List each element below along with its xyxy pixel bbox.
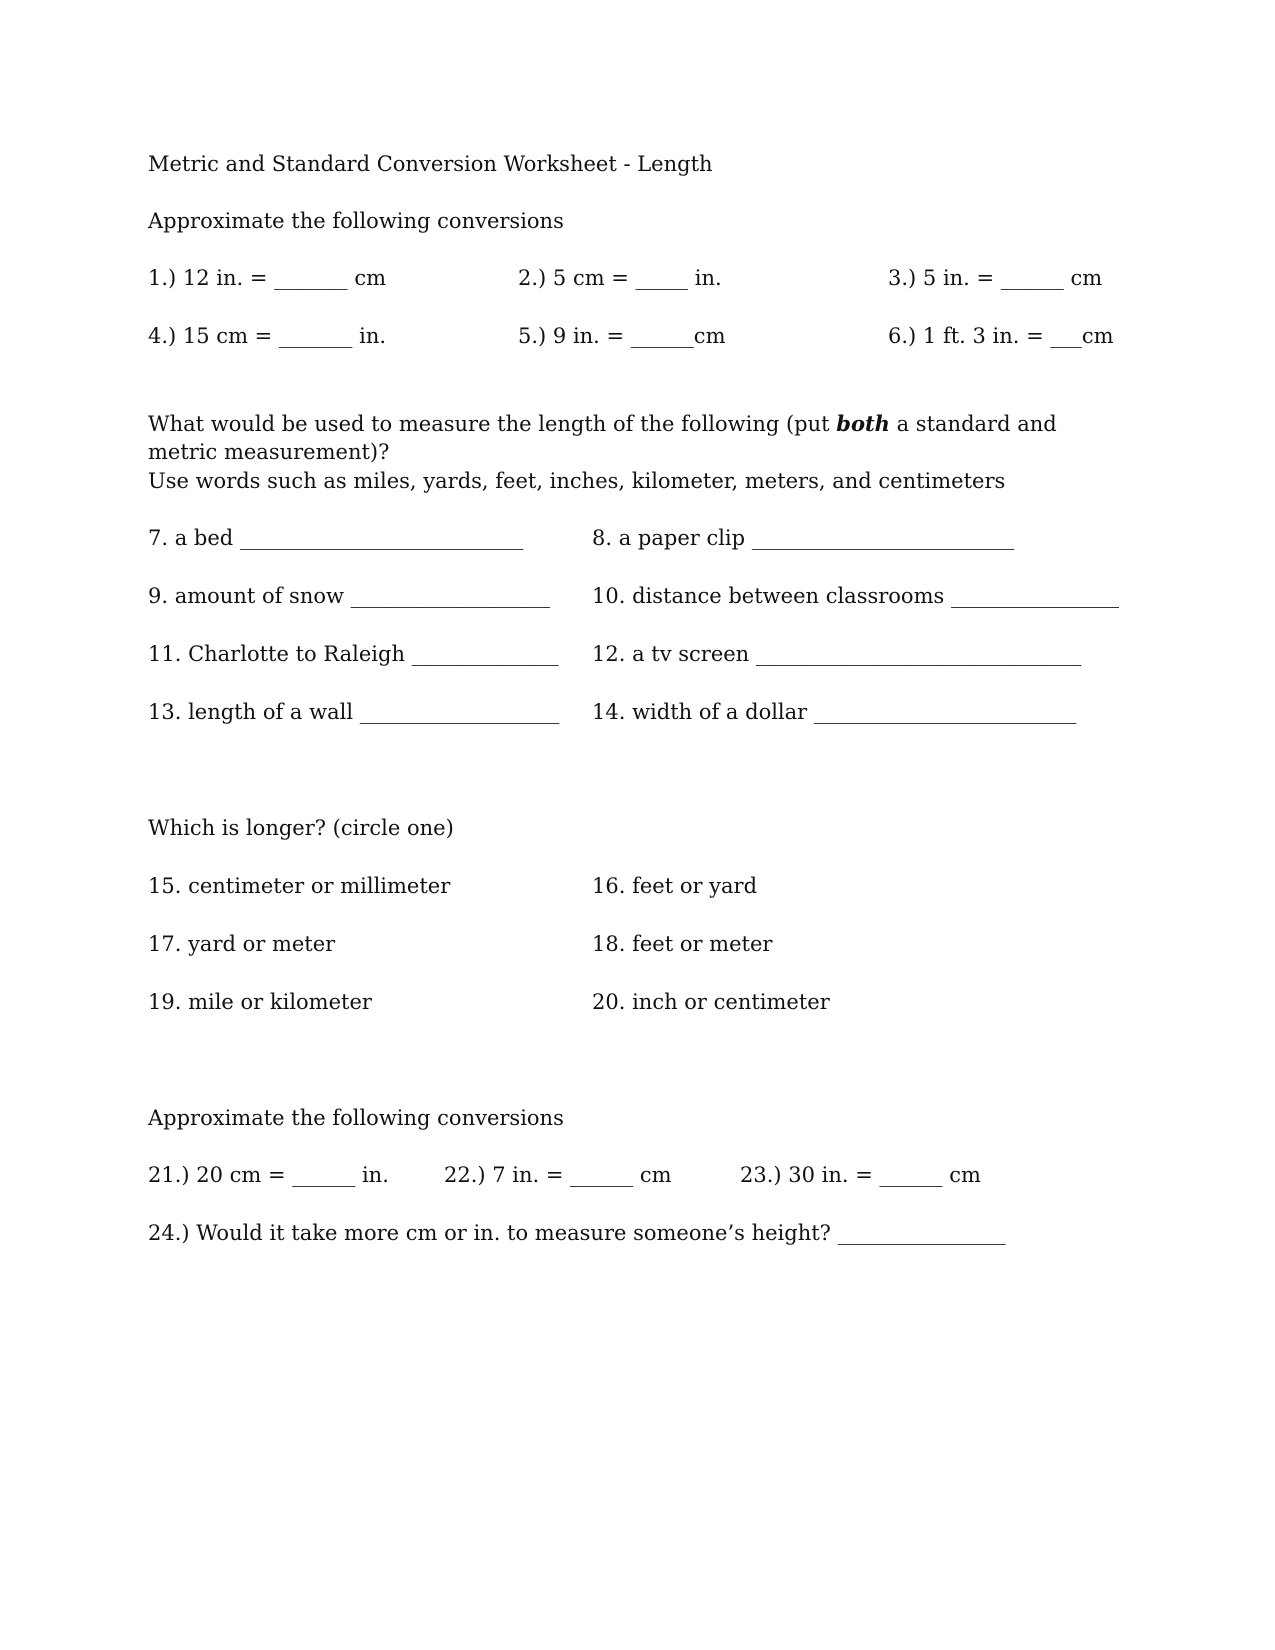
question-1: 1.) 12 in. = _______ cm: [148, 266, 387, 290]
question-17: 17. yard or meter: [148, 932, 336, 956]
question-2: 2.) 5 cm = _____ in.: [518, 266, 722, 290]
question-14: 14. width of a dollar _________________________: [592, 700, 1077, 724]
question-15: 15. centimeter or millimeter: [148, 874, 451, 898]
question-7: 7. a bed ___________________________: [148, 526, 524, 550]
instruction-emphasis: both: [836, 411, 890, 436]
section2-instruction-line2: Use words such as miles, yards, feet, inches, kilometer, meters, and centimeters: [148, 469, 1006, 493]
question-24: 24.) Would it take more cm or in. to measure someone’s height? ________________: [148, 1221, 1006, 1245]
section2-instruction: [148, 410, 1068, 466]
instruction-text-before: What would be used to measure the length of the following (put: [148, 412, 837, 436]
question-5: 5.) 9 in. = ______cm: [518, 324, 726, 348]
section4-heading: Approximate the following conversions: [148, 1106, 564, 1130]
question-13: 13. length of a wall ___________________: [148, 700, 560, 724]
question-11: 11. Charlotte to Raleigh ______________: [148, 642, 559, 666]
question-20: 20. inch or centimeter: [592, 990, 830, 1014]
question-3: 3.) 5 in. = ______ cm: [888, 266, 1103, 290]
question-21: 21.) 20 cm = ______ in.: [148, 1163, 389, 1187]
question-10: 10. distance between classrooms ________________: [592, 584, 1119, 608]
question-22: 22.) 7 in. = ______ cm: [444, 1163, 672, 1187]
section3-heading: Which is longer? (circle one): [148, 816, 454, 840]
section1-heading: Approximate the following conversions: [148, 209, 564, 233]
question-12: 12. a tv screen _______________________________: [592, 642, 1082, 666]
question-23: 23.) 30 in. = ______ cm: [740, 1163, 981, 1187]
question-19: 19. mile or kilometer: [148, 990, 372, 1014]
question-16: 16. feet or yard: [592, 874, 758, 898]
question-4: 4.) 15 cm = _______ in.: [148, 324, 387, 348]
question-8: 8. a paper clip _________________________: [592, 526, 1015, 550]
instruction-text-after: a standard and metric measurement)?: [148, 412, 1057, 464]
worksheet-title: Metric and Standard Conversion Worksheet - Length: [148, 152, 713, 176]
question-6: 6.) 1 ft. 3 in. = ___cm: [888, 324, 1114, 348]
question-9: 9. amount of snow ___________________: [148, 584, 551, 608]
question-18: 18. feet or meter: [592, 932, 773, 956]
